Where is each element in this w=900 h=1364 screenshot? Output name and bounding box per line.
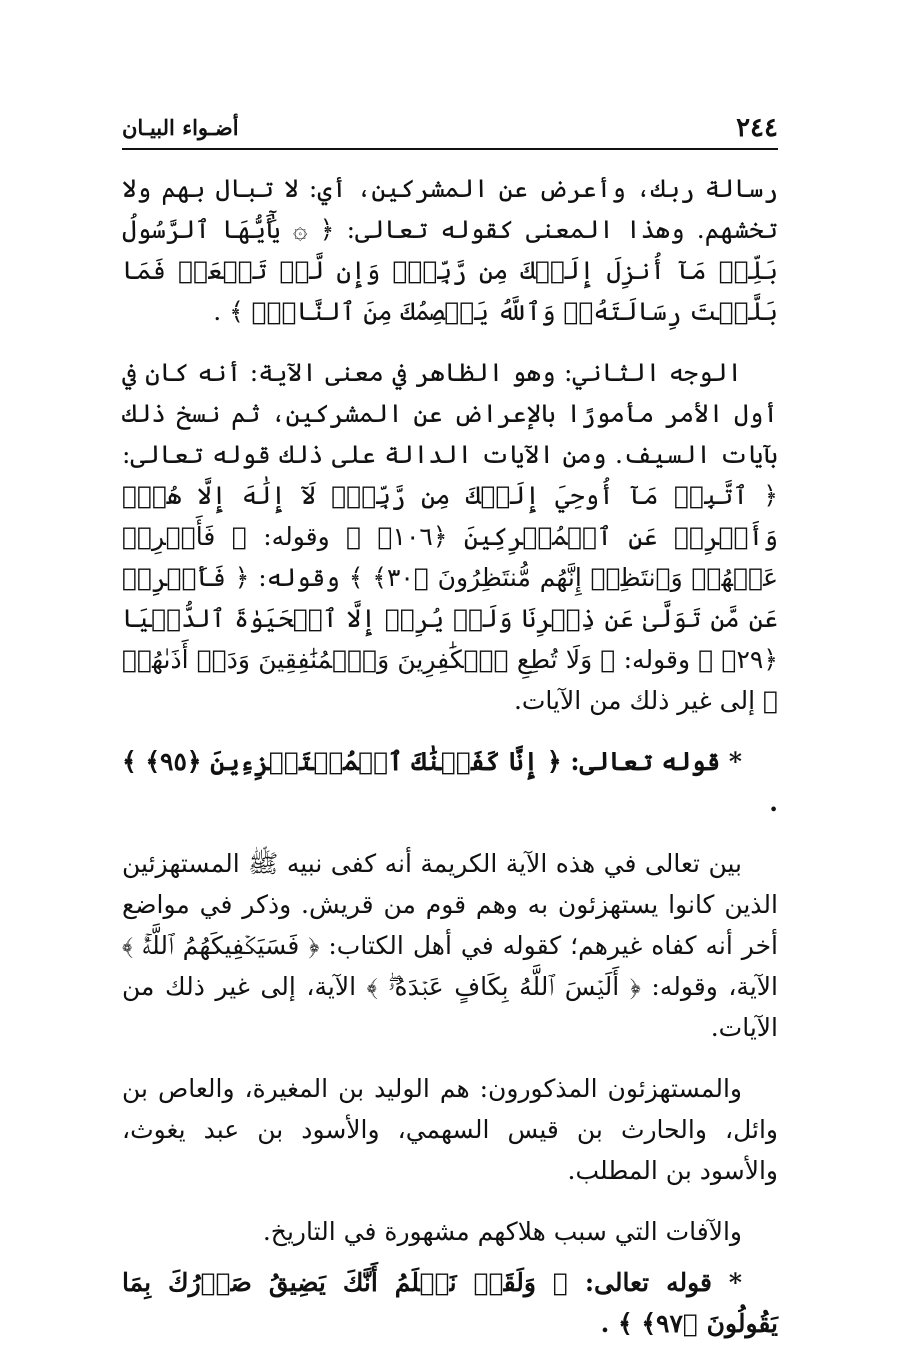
paragraph-explanation: بين تعالى في هذه الآية الكريمة أنه كفى نبيه ﷺ المستهزئين الذين كانوا يستهزئون به وهم قوم من قريش. وذكر في مواضع أخر أنه كفاه غيرهم؛ كقوله في أهل الكتاب: ﴿ فَسَيَكۡفِيكَهُمُ ٱللَّهُۚ ﴾ الآية، وقوله: ﴿ أَلَيۡسَ ٱللَّهُ بِكَافٍ عَبۡدَهُۥۖ ﴾ الآية، إلى غير ذلك من الآيات.: [122, 849, 778, 1042]
verse-heading-97: * قوله تعالى: ﴿ وَلَقَدۡ نَعۡلَمُ أَنَّكَ يَضِيقُ صَدۡرُكَ بِمَا يَقُولُونَ ﴿٩٧﴾ ﴾ .: [122, 1268, 778, 1338]
paragraph-continuation: رسالة ربك، وأعرض عن المشركين، أي: لا تبال بهم ولا تخشهم. وهذا المعنى كقوله تعالى: ﴿ ۞ يَٰٓأَيُّهَا ٱلرَّسُولُ بَلِّغۡ مَآ أُنزِلَ إِلَيۡكَ مِن رَّبِّكَۖ وَإِن لَّمۡ تَفۡعَلۡ فَمَا بَلَّغۡتَ رِسَالَتَهُۥۚ وَٱللَّهُ يَعۡصِمُكَ مِنَ ٱلنَّاسِۗ ﴾ .: [122, 174, 778, 326]
paragraph-mockers-list: والمستهزئون المذكورون: هم الوليد بن المغيرة، والعاص بن وائل، والحارث بن قيس السهمي، والأسود بن عبد يغوث، والأسود بن المطلب.: [122, 1074, 778, 1185]
verse-heading-95: * قوله تعالى: ﴿ إِنَّا كَفَيۡنَٰكَ ٱلۡمُسۡتَهۡزِءِينَ ﴿٩٥﴾ ﴾ .: [122, 747, 778, 817]
page-number: ٢٤٤: [736, 113, 778, 143]
page-body: [122, 168, 778, 1364]
paragraph-second-view: الوجه الثاني: وهو الظاهر في معنى الآية: أنه كان في أول الأمر مأمورًا بالإعراض عن المشركين، ثم نسخ ذلك بآيات السيف. ومن الآيات الدالة على ذلك قوله تعالى: ﴿ ٱتَّبِعۡ مَآ أُوحِيَ إِلَيۡكَ مِن رَّبِّكَۖ لَآ إِلَٰهَ إِلَّا هُوَۖ وَأَعۡرِضۡ عَنِ ٱلۡمُشۡرِكِينَ ﴿١٠٦﴾ ﴾ وقوله: ﴿ فَأَعۡرِضۡ عَنۡهُمۡ وَٱنتَظِرۡ إِنَّهُم مُّنتَظِرُونَ ﴿٣٠﴾ ﴾ وقوله: ﴿ فَأَعۡرِضۡ عَن مَّن تَوَلَّىٰ عَن ذِكۡرِنَا وَلَمۡ يُرِدۡ إِلَّا ٱلۡحَيَوٰةَ ٱلدُّنۡيَا ﴿٢٩﴾ ﴾ وقوله: ﴿ وَلَا تُطِعِ ٱلۡكَٰفِرِينَ وَٱلۡمُنَٰفِقِينَ وَدَعۡ أَذَىٰهُمۡ ﴾ إلى غير ذلك من الآيات.: [122, 358, 779, 715]
running-title: أضـواء البيـان: [122, 115, 239, 140]
paragraph-calamities: والآفات التي سبب هلاكهم مشهورة في التاريخ.: [262, 1217, 742, 1246]
page-header: [122, 104, 778, 150]
